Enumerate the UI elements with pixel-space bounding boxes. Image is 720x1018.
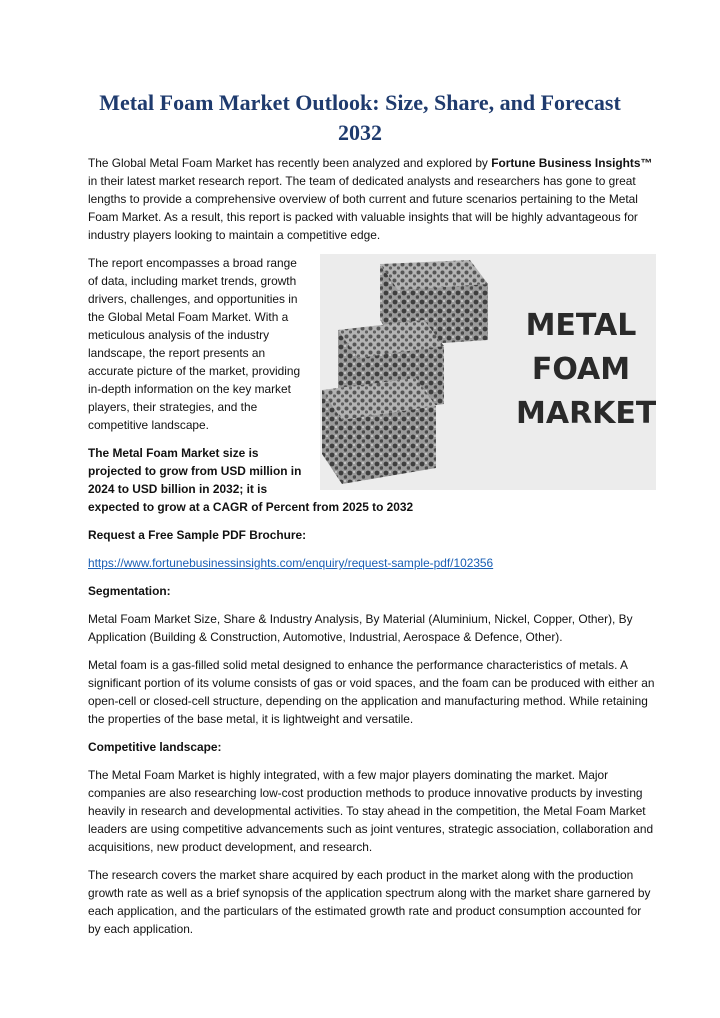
intro-text-end: in their latest market research report. The team of dedicated analysts and researchers has gone to great lengths to provide a comprehensive overview of both current and future scenarios pertaining to the Metal Foam Market. As a result, this report is packed with valuable insights that will be highly advantageous for industry players looking to maintain a competitive edge. <box>88 174 638 242</box>
sample-link[interactable]: https://www.fortunebusinessinsights.com/enquiry/request-sample-pdf/102356 <box>88 556 494 570</box>
market-size-statement: The Metal Foam Market size is projected to grow from USD million in 2024 to USD billion in 2032; it is expected to grow at a CAGR of Percent from 2025 to 2032 <box>88 446 414 514</box>
sample-heading: Request a Free Sample PDF Brochure: <box>88 528 307 542</box>
metal-foam-image <box>320 254 656 490</box>
image-text-line3: MARKET <box>516 396 656 431</box>
scope-paragraph: The report encompasses a broad range of data, including market trends, growth drivers, challenges, and opportunities in the Global Metal Foam Market. With a meticulous analysis of the industry landscape, the report presents an accurate picture of the market, providing in-depth information on the key market players, their strategies, and the competitive landscape. <box>88 256 301 432</box>
brand-name: Fortune Business Insights™ <box>491 156 653 170</box>
intro-paragraph <box>88 154 656 244</box>
article-body <box>88 154 656 948</box>
intro-text-start: The Global Metal Foam Market has recently been analyzed and explored by <box>88 156 492 170</box>
image-text-line1: METAL <box>525 308 637 343</box>
image-caption <box>516 304 656 436</box>
competitive-heading: Competitive landscape: <box>88 740 222 754</box>
page-title: Metal Foam Market Outlook: Size, Share, and Forecast 2032 <box>99 90 621 145</box>
competitive-text: The Metal Foam Market is highly integrated, with a few major players dominating the market. Major companies are also researching low-cost production methods to produce innovative products by investing heavily in research and developmental activities. To stay ahead in the competition, the Metal Foam Market leaders are using competitive advancements such as joint ventures, strategic association, collaboration and acquisitions, new product development, and research. <box>88 768 654 854</box>
definition-paragraph: Metal foam is a gas-filled solid metal designed to enhance the performance characteristics of metals. A significant portion of its volume consists of gas or void spaces, and the foam can be produced with either an open-cell or closed-cell structure, depending on the application and manufacturing method. While retaining the properties of the base metal, it is lightweight and versatile. <box>88 658 655 726</box>
segmentation-heading: Segmentation: <box>88 584 171 598</box>
segmentation-text: Metal Foam Market Size, Share & Industry Analysis, By Material (Aluminium, Nickel, Copper, Other), By Application (Building & Construction, Automotive, Industrial, Aerospace & Defence, Other). <box>88 612 633 644</box>
image-text-line2: FOAM <box>531 352 631 387</box>
coverage-paragraph: The research covers the market share acquired by each product in the market along with the production growth rate as well as a brief synopsis of the application spectrum along with the market share garnered by each application, and the particulars of the estimated growth rate and product consumption accounted for by each application. <box>88 868 651 936</box>
